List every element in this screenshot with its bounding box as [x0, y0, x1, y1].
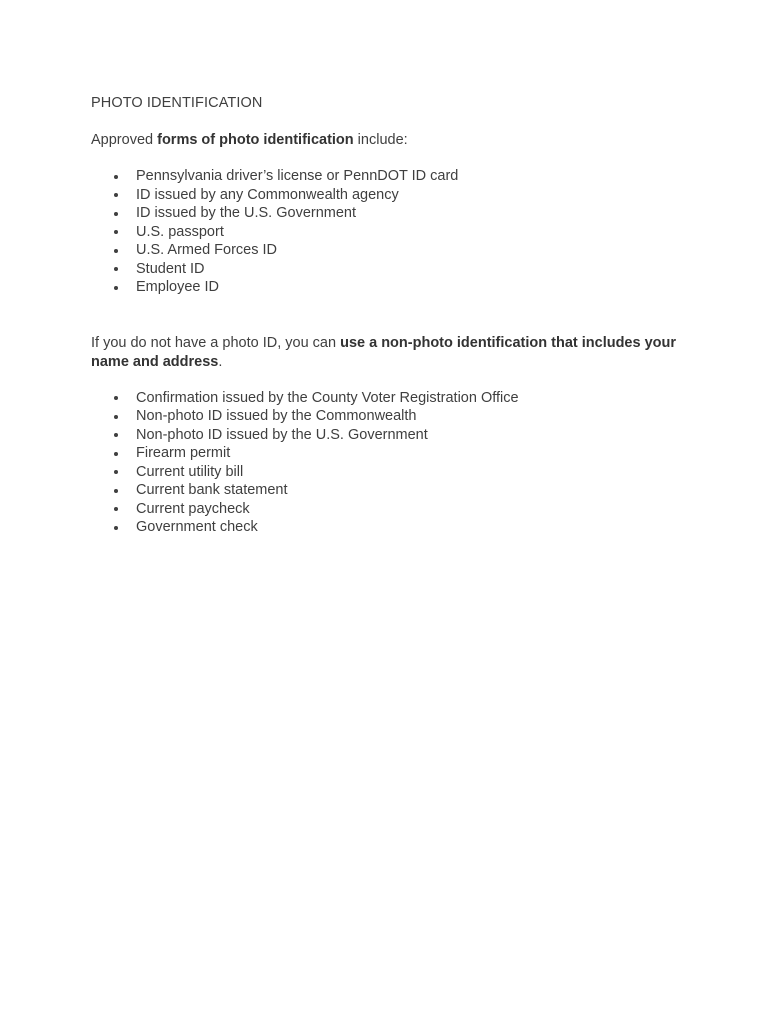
- non-photo-id-list: [91, 389, 691, 537]
- list-item: [91, 518, 691, 537]
- list-item-text: Current utility bill: [136, 463, 244, 480]
- list-item-text: ID issued by any Commonwealth agency: [136, 186, 399, 203]
- list-item: [91, 481, 691, 500]
- bullet-icon: [114, 452, 118, 456]
- list-item: [91, 204, 691, 223]
- list-item: [91, 463, 691, 482]
- bullet-icon: [114, 249, 118, 253]
- list-item: [91, 241, 691, 260]
- bullet-icon: [114, 470, 118, 474]
- list-item: [91, 186, 691, 205]
- list-item-text: Non-photo ID issued by the Commonwealth: [136, 408, 417, 424]
- bullet-icon: [114, 212, 118, 216]
- list-item: [91, 500, 691, 519]
- photo-id-intro-emphasis: forms of photo identification: [157, 132, 354, 148]
- bullet-icon: [114, 286, 118, 290]
- photo-id-intro: [91, 131, 691, 150]
- list-item: [91, 426, 691, 445]
- bullet-icon: [114, 526, 118, 530]
- list-item-text: Non-photo ID issued by the U.S. Government: [136, 426, 428, 443]
- bullet-icon: [114, 396, 118, 400]
- list-item: [91, 278, 691, 297]
- page-title: PHOTO IDENTIFICATION: [91, 95, 263, 111]
- bullet-icon: [114, 267, 118, 271]
- list-item: [91, 223, 691, 242]
- bullet-icon: [114, 507, 118, 511]
- non-photo-id-intro-suffix: .: [218, 353, 223, 370]
- list-item-text: Student ID: [136, 260, 205, 277]
- document-body: [91, 93, 691, 537]
- list-item-text: Pennsylvania driver’s license or PennDOT ID card: [136, 168, 459, 184]
- bullet-icon: [114, 193, 118, 197]
- bullet-icon: [114, 433, 118, 437]
- non-photo-id-intro-text: If you do not have a photo ID, you can: [91, 334, 341, 351]
- bullet-icon: [114, 175, 118, 179]
- photo-id-intro-text: Approved: [91, 132, 158, 148]
- list-item: [91, 389, 691, 408]
- non-photo-id-intro-emphasis: use a non-photo identification that includes your name and address: [91, 334, 677, 370]
- list-item: [91, 407, 691, 426]
- list-item: [91, 444, 691, 463]
- photo-id-list: [91, 167, 691, 297]
- bullet-icon: [114, 230, 118, 234]
- list-item-text: Government check: [136, 519, 258, 535]
- list-item: [91, 260, 691, 279]
- list-item-text: Confirmation issued by the County Voter Registration Office: [136, 389, 519, 406]
- list-item-text: U.S. Armed Forces ID: [136, 242, 278, 258]
- list-item-text: Employee ID: [136, 279, 220, 295]
- bullet-icon: [114, 489, 118, 493]
- list-item: [91, 167, 691, 186]
- list-item-text: ID issued by the U.S. Government: [136, 205, 357, 221]
- list-item-text: Current bank statement: [136, 482, 288, 498]
- non-photo-id-intro: [91, 334, 691, 372]
- list-item-text: Firearm permit: [136, 445, 231, 461]
- bullet-icon: [114, 415, 118, 419]
- photo-id-intro-suffix: include:: [353, 132, 408, 148]
- list-item-text: U.S. passport: [136, 223, 224, 240]
- list-item-text: Current paycheck: [136, 500, 250, 517]
